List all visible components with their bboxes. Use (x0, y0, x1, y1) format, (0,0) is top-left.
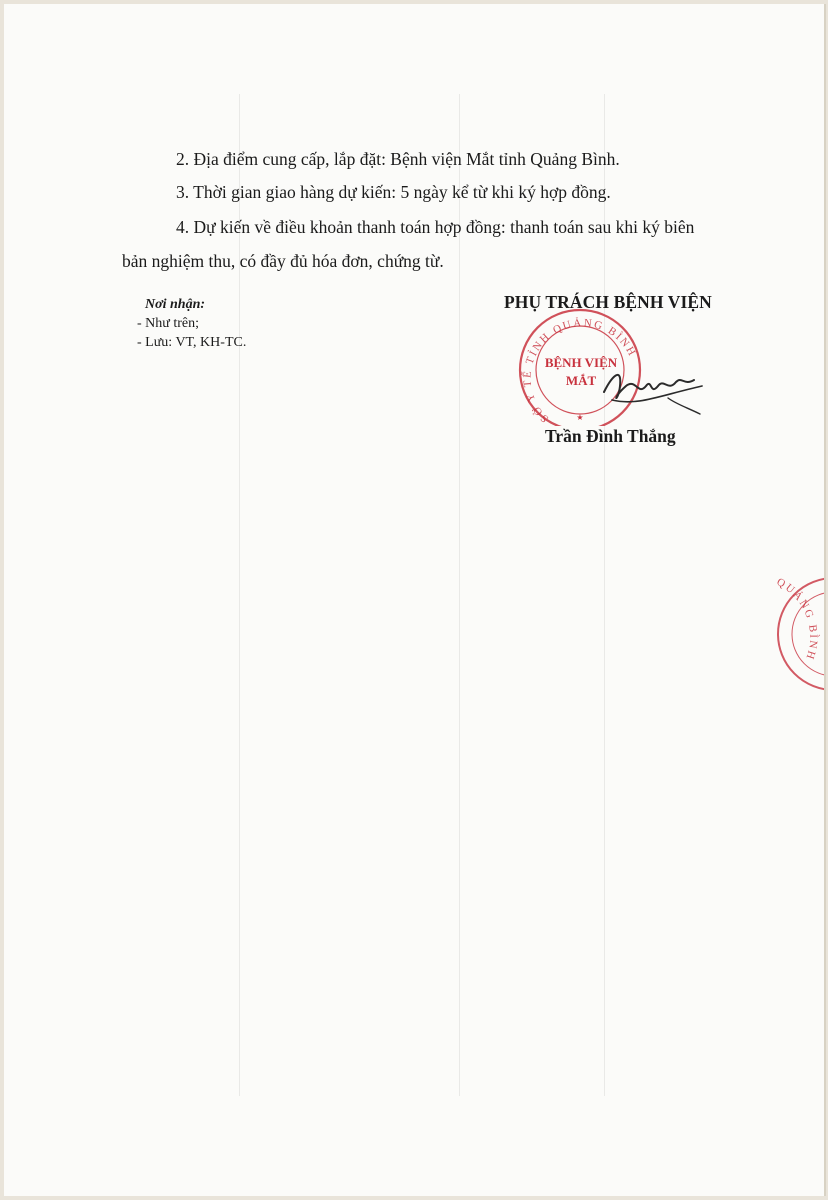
recipients-block (137, 295, 246, 352)
recipient-line: - Như trên; (137, 316, 200, 331)
document-page (4, 4, 826, 1196)
paragraph-payment-terms-line1: 4. Dự kiến về điều khoản thanh toán hợp đồng: thanh toán sau khi ký biên (176, 217, 695, 237)
paragraph-delivery-time: 3. Thời gian giao hàng dự kiến: 5 ngày kể từ khi ký hợp đồng. (176, 182, 611, 202)
stamp-center-line1: BỆNH VIỆN (544, 355, 618, 370)
signatory-title: PHỤ TRÁCH BỆNH VIỆN (504, 292, 712, 312)
paragraph-delivery-location: 2. Địa điểm cung cấp, lắp đặt: Bệnh viện Mắt tỉnh Quảng Bình. (176, 149, 620, 169)
svg-text:★: ★ (576, 413, 584, 422)
handwritten-signature (598, 356, 708, 416)
recipients-label: Nơi nhận: (145, 297, 206, 312)
show-through-line (459, 94, 460, 1096)
show-through-line (239, 94, 240, 1096)
stamp-ring-text: SỞ Y TẾ TỈNH QUẢNG BÌNH (521, 317, 639, 425)
edge-stamp-text: QUẢNG BÌNH (774, 575, 820, 663)
stamp-center-line2: MẮT (565, 373, 597, 388)
svg-text:QUẢNG BÌNH (775, 576, 820, 662)
paragraph-payment-terms-line2: bản nghiệm thu, có đầy đủ hóa đơn, chứng từ. (122, 251, 444, 271)
show-through-line (604, 94, 605, 1096)
partial-edge-stamp (756, 574, 826, 694)
signatory-name: Trần Đình Thắng (545, 426, 676, 446)
recipient-line: - Lưu: VT, KH-TC. (137, 335, 247, 350)
